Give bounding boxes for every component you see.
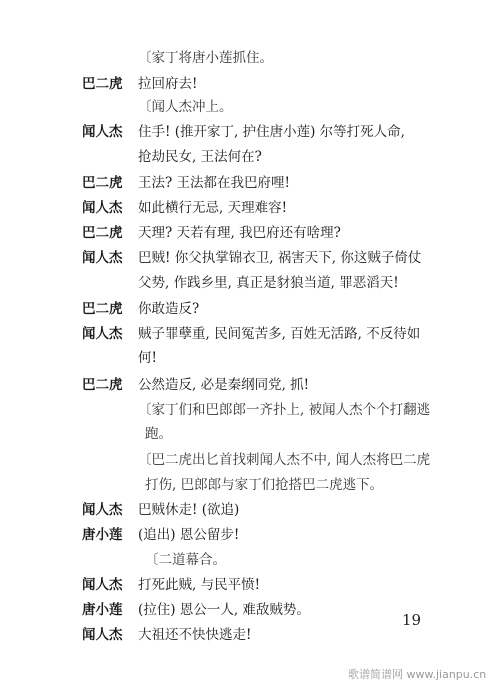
line-text: 王法? 王法都在我巴府哩! [138,175,290,191]
line-18 [82,502,240,518]
line-21 [82,577,261,593]
speaker-name: 闻人杰 [82,124,123,140]
line-text: 你敢造反? [138,301,200,317]
speaker-name: 巴二虎 [82,377,123,393]
line-text: (追出) 恩公留步! [138,527,240,543]
line-17 [145,477,383,493]
line-5 [82,175,290,191]
line-4 [138,149,262,165]
line-text: (拉住) 恩公一人, 难敌贼势。 [138,602,310,618]
speaker-name: 闻人杰 [82,502,123,518]
line-text: 如此横行无忌, 天理难容! [138,200,288,216]
speaker-name: 唐小莲 [82,602,123,618]
line-20 [145,552,226,568]
line-9 [138,275,399,291]
line-2 [138,99,233,115]
line-text: 贼子罪孽重, 民间冤苦多, 百姓无活路, 不反待如 [138,326,421,342]
line-8 [82,250,422,266]
line-text: 抢劫民女, 王法何在? [138,149,262,165]
line-3 [82,124,405,140]
line-13 [82,377,310,393]
line-text: 住手! (推开家丁, 护住唐小莲) 尔等打死人命, [138,124,405,140]
watermark: 歌谱简谱网 www.jianpu.cn [348,668,487,681]
speaker-name: 闻人杰 [82,627,123,643]
line-10 [82,301,200,317]
speaker-name: 巴二虎 [82,301,123,317]
line-text: 〔闻人杰冲上。 [138,99,233,115]
line-16 [138,452,430,468]
line-text: 巴贼休走! (欲追) [138,502,240,518]
line-11 [82,326,421,342]
line-text: 何! [138,350,157,366]
line-0 [138,50,273,66]
line-23 [82,627,252,643]
line-text: 跑。 [145,426,172,442]
line-text: 〔家丁将唐小莲抓住。 [138,50,273,66]
speaker-name: 巴二虎 [82,76,123,92]
speaker-name: 闻人杰 [82,326,123,342]
line-text: 拉回府去! [138,76,198,92]
line-text: 打伤, 巴郎郎与家丁们抢搭巴二虎逃下。 [145,477,384,493]
line-19 [82,527,240,543]
page-number: 19 [402,611,422,629]
line-15 [145,426,172,442]
line-text: 〔二道幕合。 [145,552,226,568]
speaker-name: 巴二虎 [82,225,123,241]
speaker-name: 巴二虎 [82,175,123,191]
line-text: 打死此贼, 与民平愤! [138,577,261,593]
line-text: 天理? 天若有理, 我巴府还有啥理? [138,225,341,241]
line-6 [82,200,288,216]
line-text: 〔家丁们和巴郎郎一齐扑上, 被闻人杰个个打翻逃 [138,402,431,418]
line-text: 公然造反, 必是秦纲同党, 抓! [138,377,310,393]
line-1 [82,76,198,92]
line-12 [138,350,157,366]
line-text: 〔巴二虎出匕首找刺闻人杰不中, 闻人杰将巴二虎 [138,452,431,468]
line-22 [82,602,310,618]
speaker-name: 闻人杰 [82,250,123,266]
speaker-name: 唐小莲 [82,527,123,543]
speaker-name: 闻人杰 [82,200,123,216]
line-text: 大祖还不快快逃走! [138,627,252,643]
speaker-name: 闻人杰 [82,577,123,593]
line-text: 巴贼! 你父执掌锦衣卫, 祸害天下, 你这贼子倚仗 [138,250,422,266]
line-14 [138,402,430,418]
line-text: 父势, 作践乡里, 真正是豺狼当道, 罪恶滔天! [138,275,399,291]
line-7 [82,225,341,241]
